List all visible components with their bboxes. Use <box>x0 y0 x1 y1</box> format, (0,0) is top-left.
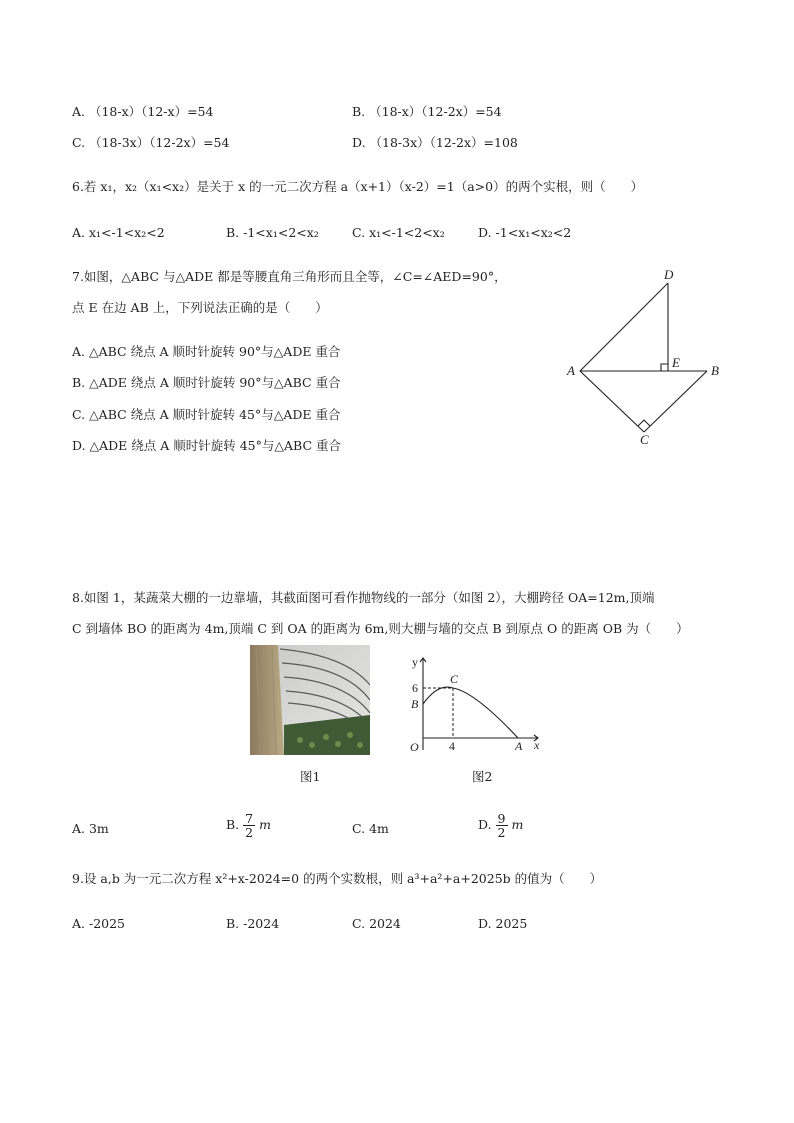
q9-option-a: A. -2025 <box>72 916 126 931</box>
q8-option-d-numerator: 9 <box>497 811 506 826</box>
q8-option-b-prefix: B. <box>226 817 240 833</box>
q8-option-b <box>226 812 271 839</box>
q9-option-d: D. 2025 <box>478 916 528 931</box>
q7-option-b: B. △ADE 绕点 A 顺时针旋转 90°与△ABC 重合 <box>72 375 341 390</box>
q5-option-a: A. （18-x）（12-x）=54 <box>72 104 214 119</box>
q6-option-d: D. -1<x₁<x₂<2 <box>478 225 572 240</box>
q5-option-d: D. （18-3x）（12-2x）=108 <box>352 135 518 150</box>
figure2-caption: 图2 <box>472 769 493 784</box>
q9-option-c: C. 2024 <box>352 916 401 931</box>
q8-option-d-prefix: D. <box>478 817 492 833</box>
q7-option-d: D. △ADE 绕点 A 顺时针旋转 45°与△ABC 重合 <box>72 438 341 453</box>
q9-stem: 9.设 a,b 为一元二次方程 x²+x-2024=0 的两个实数根，则 a³+a²+a+2025b 的值为（ ） <box>72 871 603 886</box>
q8-option-d-unit: m <box>511 817 524 833</box>
q8-tick-four: 4 <box>449 739 455 753</box>
q8-option-d-denominator: 2 <box>497 825 506 841</box>
q7-triangle-figure <box>560 262 730 452</box>
q8-tick-six: 6 <box>412 681 418 695</box>
q6-option-a: A. x₁<-1<x₂<2 <box>72 225 165 240</box>
q8-point-c-label: C <box>450 672 459 686</box>
q7-option-c: C. △ABC 绕点 A 顺时针旋转 45°与△ADE 重合 <box>72 407 341 422</box>
q6-stem: 6.若 x₁，x₂（x₁<x₂）是关于 x 的一元二次方程 a（x+1）（x-2）=1（a>0）的两个实根，则（ ） <box>72 179 644 194</box>
q8-axis-y-label: y <box>412 655 418 669</box>
q8-option-b-denominator: 2 <box>245 825 254 841</box>
q8-point-b-label: B <box>411 697 419 711</box>
q8-parabola-figure <box>400 650 550 760</box>
q8-option-c: C. 4m <box>352 821 389 836</box>
q8-option-a: A. 3m <box>72 821 109 836</box>
q8-option-b-fraction <box>243 812 255 839</box>
q7-label-d: D <box>664 267 674 282</box>
q9-option-b: B. -2024 <box>226 916 280 931</box>
q7-stem-line2: 点 E 在边 AB 上，下列说法正确的是（ ） <box>72 300 328 315</box>
q7-label-e: E <box>672 355 680 370</box>
q8-option-b-numerator: 7 <box>245 811 254 826</box>
figure1-caption: 图1 <box>300 769 321 784</box>
greenhouse-photo <box>250 645 370 755</box>
q8-option-d <box>478 812 523 839</box>
q5-option-c: C. （18-3x）（12-2x）=54 <box>72 135 230 150</box>
q5-option-b: B. （18-x）（12-2x）=54 <box>352 104 502 119</box>
q8-option-d-fraction <box>496 812 508 839</box>
q7-label-b: B <box>711 363 719 378</box>
q7-label-a: A <box>567 363 575 378</box>
q7-option-a: A. △ABC 绕点 A 顺时针旋转 90°与△ADE 重合 <box>72 344 341 359</box>
q8-stem-line2: C 到墙体 BO 的距离为 4m,顶端 C 到 OA 的距离为 6m,则大棚与墙的交点 B 到原点 O 的距离 OB 为（ ） <box>72 621 689 636</box>
q8-option-b-unit: m <box>259 817 271 833</box>
q6-option-b: B. -1<x₁<2<x₂ <box>226 225 319 240</box>
q7-stem-line1: 7.如图，△ABC 与△ADE 都是等腰直角三角形而且全等，∠C=∠AED=90°， <box>72 269 507 284</box>
q8-stem-line1: 8.如图 1，某蔬菜大棚的一边靠墙，其截面图可看作抛物线的一部分（如图 2），大棚跨径 OA=12m,顶端 <box>72 590 655 605</box>
q6-option-c: C. x₁<-1<2<x₂ <box>352 225 445 240</box>
q8-axis-x-label: x <box>534 738 540 752</box>
q7-label-c: C <box>640 432 649 447</box>
q8-origin-label: O <box>410 740 419 754</box>
q8-point-a-label: A <box>515 739 523 753</box>
